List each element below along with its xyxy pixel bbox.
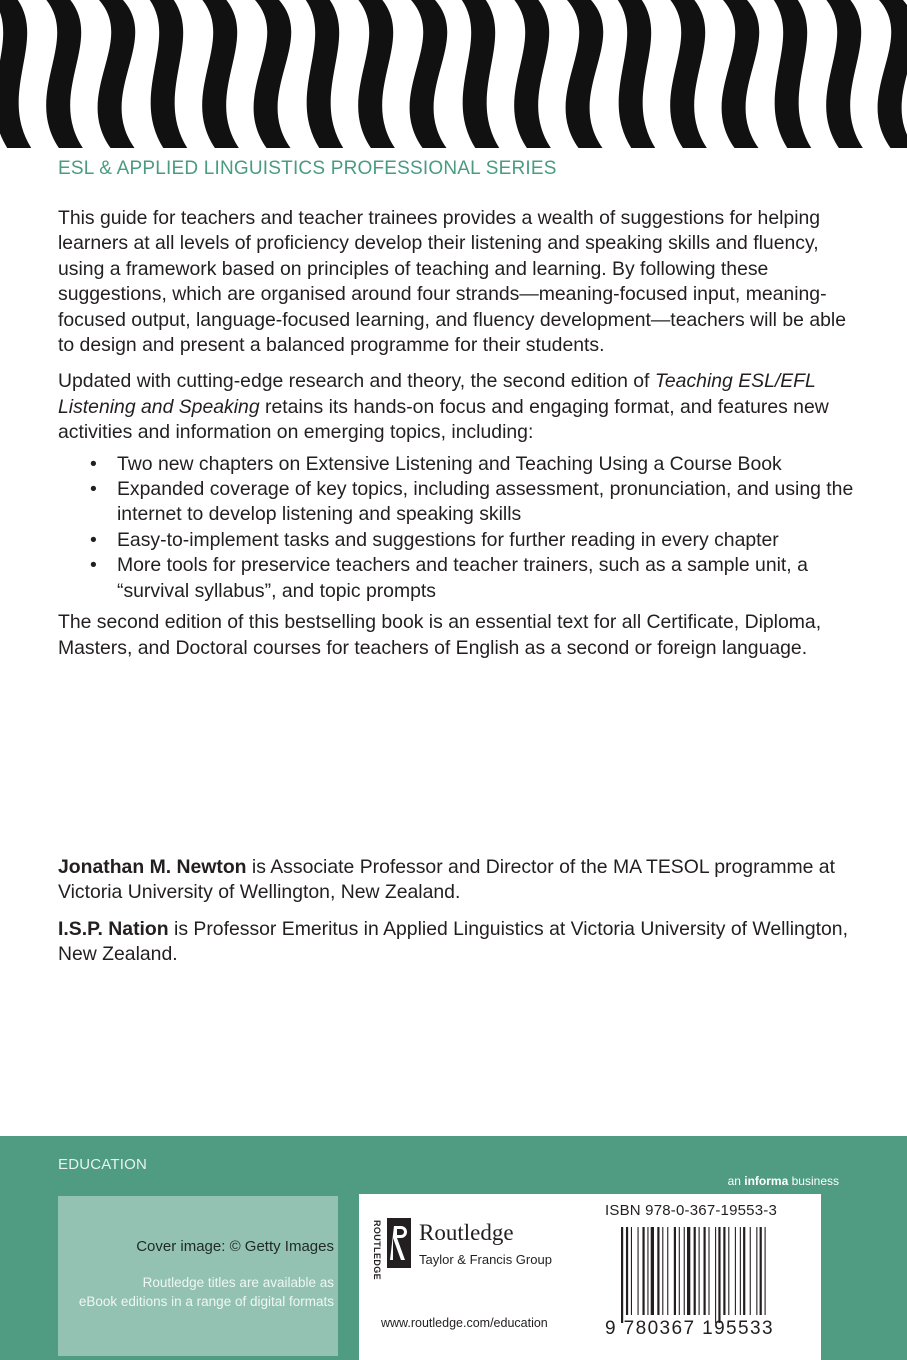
zebra-stripe: [458, 0, 504, 148]
zebra-stripe: [718, 0, 764, 148]
description: [58, 206, 858, 661]
paragraph-2-tail: retains its hands-on focus and engaging format, and features new activities and information on emerging topics, including:: [58, 395, 829, 444]
barcode-bar: [674, 1227, 676, 1315]
zebra-stripe: [42, 0, 88, 148]
zebra-stripe: [770, 0, 816, 148]
zebra-stripe: [146, 0, 192, 148]
barcode-bar: [626, 1227, 628, 1315]
list-item-text: Two new chapters on Extensive Listening and Teaching Using a Course Book: [117, 452, 782, 475]
bullet-icon: •: [90, 452, 97, 475]
zebra-stripe: [822, 0, 868, 148]
barcode-bar: [699, 1227, 700, 1315]
isbn-label: ISBN 978-0-367-19553-3: [605, 1202, 778, 1219]
ebook-note-line: Routledge titles are available as: [142, 1275, 334, 1290]
description-paragraph-1: This guide for teachers and teacher trainees provides a wealth of suggestions for helping learners at all levels of proficiency develop their listening and speaking skills and fluency, using a framework based on principles of teaching and learning. By following these suggestions, which are organised around four strands—meaning-focused input, meaning-focused output, language-focused learning, and fluency development—teachers will be able to design and present a balanced programme for their students.: [58, 207, 846, 357]
barcode-digits: 9 780367 195533: [605, 1318, 774, 1339]
author-bios: [58, 855, 858, 968]
informa-prefix: an: [727, 1174, 741, 1188]
credit-box: [58, 1196, 338, 1356]
barcode-bar: [651, 1227, 654, 1315]
cover-credit: Cover image: © Getty Images: [136, 1238, 334, 1255]
informa-suffix: business: [791, 1174, 839, 1188]
zebra-stripe: [198, 0, 244, 148]
barcode-bar: [708, 1227, 709, 1315]
barcode-bar: [679, 1227, 680, 1315]
feature-list: [58, 452, 858, 604]
author-name: I.S.P. Nation: [58, 917, 169, 940]
author-name: Jonathan M. Newton: [58, 856, 247, 878]
barcode-bar: [667, 1227, 668, 1315]
list-item: [90, 553, 858, 604]
bullet-icon: •: [90, 554, 97, 577]
author-bio-text: is Professor Emeritus in Applied Linguistics at Victoria University of Wellington, New Zealand.: [58, 917, 848, 966]
list-item-text: Easy-to-implement tasks and suggestions for further reading in every chapter: [117, 528, 779, 551]
barcode-bar: [740, 1227, 741, 1315]
zebra-stripe: [510, 0, 556, 148]
ebook-note-line: eBook editions in a range of digital formats: [78, 1294, 334, 1309]
barcode-bar: [657, 1227, 659, 1315]
zebra-stripe: [0, 0, 36, 148]
barcode-bar: [756, 1227, 757, 1315]
footer-band: [0, 1136, 907, 1360]
paragraph-2-lead: Updated with cutting-edge research and theory, the second edition of: [58, 370, 650, 393]
barcode-bar: [718, 1227, 720, 1323]
barcode-bar: [715, 1227, 716, 1323]
description-paragraph-3: The second edition of this bestselling book is an essential text for all Certificate, Diploma, Masters, and Doctoral courses for teachers of English as a second or foreign language.: [58, 611, 822, 659]
zebra-stripe: [614, 0, 660, 148]
barcode-bar: [760, 1227, 762, 1315]
publisher-box: [359, 1194, 821, 1360]
author-bio-text: is Associate Professor and Director of the MA TESOL programme at Victoria University of Wellington, New Zealand.: [58, 856, 835, 904]
barcode-bar: [687, 1227, 690, 1315]
routledge-logo-icon: [385, 1218, 413, 1268]
informa-tagline: [728, 1174, 839, 1188]
description-paragraph-2: [58, 369, 858, 445]
publisher-vertical-text: ROUTLEDGE: [372, 1219, 383, 1281]
barcode-bar: [684, 1227, 685, 1315]
zebra-stripe: [406, 0, 452, 148]
barcode-bar: [647, 1227, 648, 1315]
barcode-bar: [765, 1227, 766, 1315]
bullet-icon: •: [90, 528, 97, 551]
list-item-text: More tools for preservice teachers and teacher trainers, such as a sample unit, a “survival syllabus”, and topic prompts: [117, 554, 808, 602]
zebra-stripes-image: [0, 0, 907, 148]
barcode-icon: [621, 1227, 811, 1323]
publisher-vertical-wordmark: [369, 1214, 385, 1286]
ebook-note: [79, 1273, 334, 1311]
barcode-bar: [743, 1227, 745, 1315]
category-label: EDUCATION: [58, 1156, 148, 1173]
zebra-stripe: [354, 0, 400, 148]
list-item: [90, 477, 858, 528]
barcode-bar: [704, 1227, 706, 1315]
book-title-italic: Teaching ESL/EFL Listening and Speaking: [58, 370, 816, 418]
zebra-stripe: [250, 0, 296, 148]
barcode-bar: [694, 1227, 696, 1315]
series-title: ESL & APPLIED LINGUISTICS PROFESSIONAL SERIES: [58, 158, 557, 179]
barcode-bar: [750, 1227, 751, 1315]
list-item-text: Expanded coverage of key topics, including assessment, pronunciation, and using the internet to develop listening and speaking skills: [117, 478, 854, 526]
list-item: [90, 452, 858, 477]
publisher-url: www.routledge.com/education: [381, 1316, 548, 1330]
author-bio: [58, 917, 858, 968]
publisher-name: Routledge: [419, 1220, 514, 1245]
zebra-stripe: [666, 0, 712, 148]
zebra-stripe: [94, 0, 140, 148]
publisher-group: Taylor & Francis Group: [419, 1252, 552, 1267]
barcode-bar: [642, 1227, 644, 1315]
barcode-bar: [621, 1227, 623, 1323]
barcode-bar: [723, 1227, 725, 1315]
informa-brand: informa: [744, 1174, 789, 1188]
barcode-bar: [631, 1227, 632, 1315]
barcode-bar: [662, 1227, 663, 1315]
zebra-stripe: [562, 0, 608, 148]
barcode-bar: [638, 1227, 639, 1315]
barcode-bar: [735, 1227, 736, 1315]
zebra-stripe: [302, 0, 348, 148]
barcode-bar: [728, 1227, 729, 1315]
list-item: [90, 528, 858, 553]
author-bio: [58, 855, 858, 906]
bullet-icon: •: [90, 478, 97, 501]
zebra-stripe: [874, 0, 907, 148]
